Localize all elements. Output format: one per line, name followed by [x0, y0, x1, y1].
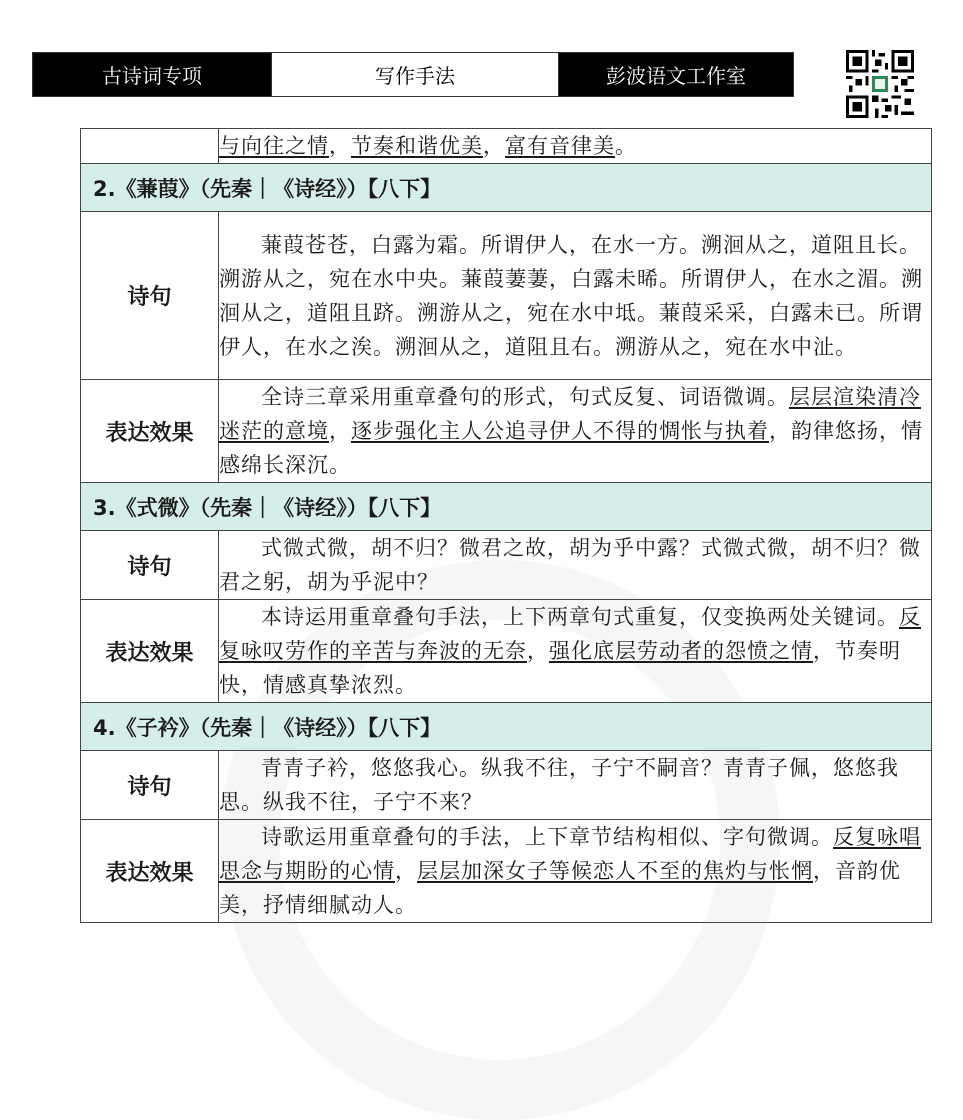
effect-highlight: 与向往之情 — [219, 134, 329, 158]
effect-highlight: 反复咏唱思念与期盼的心情 — [219, 825, 921, 883]
continued-row — [81, 129, 932, 164]
effect-text: 本诗运用重章叠句手法，上下两章句式重复，仅变换两处关键词。 — [261, 605, 899, 629]
poem-effect-text — [219, 380, 932, 483]
lines-label: 诗句 — [81, 212, 219, 380]
poem-lines-text — [219, 212, 932, 380]
poetry-table — [80, 128, 932, 923]
poem-title: 4.《子衿》（先秦｜《诗经》）【八下】 — [81, 703, 932, 751]
header-category: 古诗词专项 — [33, 53, 271, 96]
effect-text: ，节奏明快，情感真挚浓烈。 — [219, 639, 901, 697]
effect-highlight: 层层渲染清冷迷茫的意境 — [219, 385, 921, 443]
header-studio: 彭波语文工作室 — [559, 53, 793, 96]
lines-label: 诗句 — [81, 531, 219, 600]
effect-label: 表达效果 — [81, 820, 219, 923]
continued-effect-text — [219, 129, 932, 164]
header-topic: 写作手法 — [271, 53, 559, 96]
punctuation: ， — [527, 639, 549, 663]
punctuation: ， — [329, 134, 351, 158]
effect-text: ，音韵优美，抒情细腻动人。 — [219, 859, 901, 917]
qr-code-icon — [846, 50, 914, 118]
continued-label-cell — [81, 129, 219, 164]
poem-text: 蒹葭苍苍，白露为霜。所谓伊人，在水一方。溯洄从之，道阻且长。溯游从之，宛在水中央。蒹葭萋萋，白露未晞。所谓伊人，在水之湄。溯洄从之，道阻且跻。溯游从之，宛在水中坻。蒹葭采采，白露未已。所谓伊人，在水之涘。溯洄从之，道阻且右。溯游从之，宛在水中沚。 — [219, 232, 923, 359]
effect-highlight: 反复咏叹劳作的辛苦与奔波的无奈 — [219, 605, 921, 663]
poem-title: 3.《式微》（先秦｜《诗经》）【八下】 — [81, 483, 932, 531]
punctuation: ， — [483, 134, 505, 158]
poem-lines-row — [81, 212, 932, 380]
poem-title-row — [81, 164, 932, 212]
poem-lines-row — [81, 751, 932, 820]
poem-title-row — [81, 703, 932, 751]
poem-lines-text — [219, 751, 932, 820]
effect-label: 表达效果 — [81, 600, 219, 703]
page-header — [32, 52, 794, 97]
poem-effect-row — [81, 600, 932, 703]
poem-text: 式微式微，胡不归？微君之故，胡为乎中露？式微式微，胡不归？微君之躬，胡为乎泥中？ — [219, 536, 921, 594]
effect-highlight: 逐步强化主人公追寻伊人不得的惆怅与执着 — [351, 419, 769, 443]
effect-highlight: 强化底层劳动者的怨愤之情 — [549, 639, 813, 663]
poem-effect-row — [81, 380, 932, 483]
poem-effect-text — [219, 600, 932, 703]
poem-effect-row — [81, 820, 932, 923]
poem-title-row — [81, 483, 932, 531]
effect-label: 表达效果 — [81, 380, 219, 483]
punctuation: ， — [329, 419, 351, 443]
poem-title: 2.《蒹葭》（先秦｜《诗经》）【八下】 — [81, 164, 932, 212]
poem-lines-row — [81, 531, 932, 600]
effect-highlight: 富有音律美 — [505, 134, 615, 158]
effect-highlight: 节奏和谐优美 — [351, 134, 483, 158]
punctuation: 。 — [615, 134, 637, 158]
poem-effect-text — [219, 820, 932, 923]
punctuation: ， — [395, 859, 417, 883]
lines-label: 诗句 — [81, 751, 219, 820]
effect-highlight: 层层加深女子等候恋人不至的焦灼与怅惘 — [417, 859, 813, 883]
effect-text: 诗歌运用重章叠句的手法，上下章节结构相似、字句微调。 — [261, 825, 833, 849]
poem-lines-text — [219, 531, 932, 600]
effect-text: ，韵律悠扬，情感绵长深沉。 — [219, 419, 923, 477]
effect-text: 全诗三章采用重章叠句的形式，句式反复、词语微调。 — [261, 385, 789, 409]
poem-text: 青青子衿，悠悠我心。纵我不往，子宁不嗣音？青青子佩，悠悠我思。纵我不往，子宁不来？ — [219, 756, 899, 814]
